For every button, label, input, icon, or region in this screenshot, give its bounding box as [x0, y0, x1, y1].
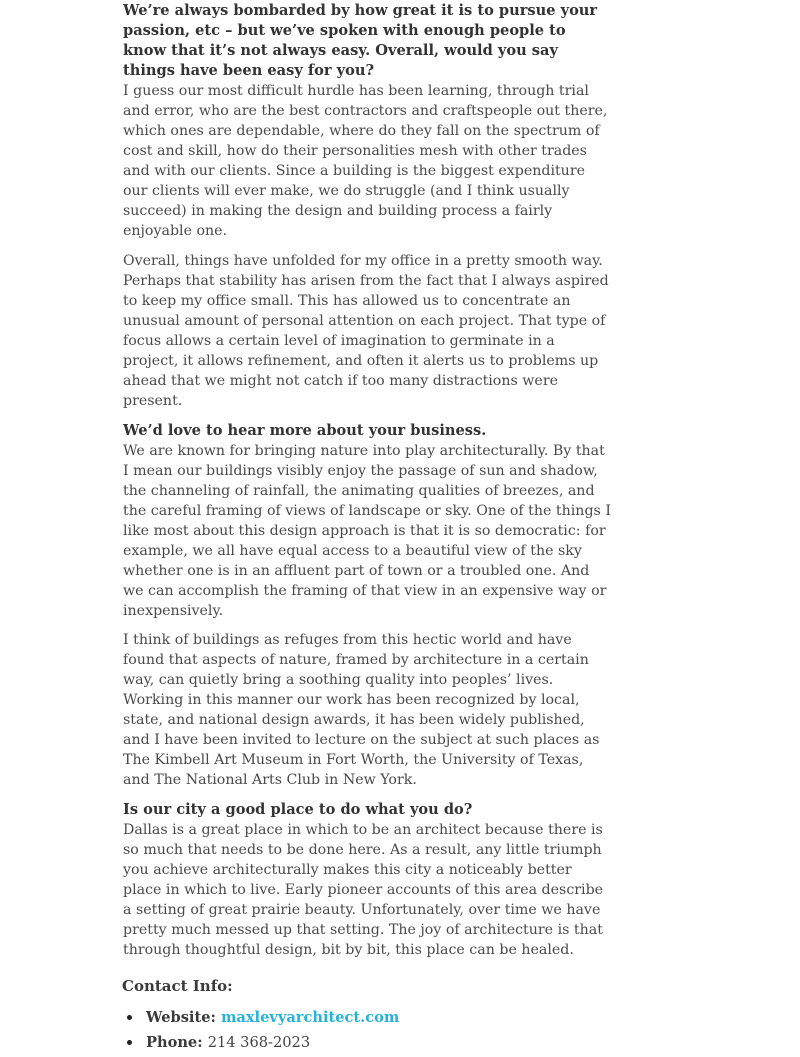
website-link[interactable]: maxlevyarchitect.com	[220, 1009, 400, 1026]
answer-paragraph: I think of buildings as refuges from this hectic world and have found that aspects of nature, framed by architecture in a certain way, can quietly bring a soothing quality into peoples’ lives. Working in this manner our work has been recognized by local, state, and national design awards, it has been widely published, and I have been invited to lecture on the subject at such places as The Kimbell Art Museum in Fort Worth, the University of Texas, and The National Arts Club in New York.	[123, 632, 600, 788]
question-heading: We’d love to hear more about your business.	[123, 422, 487, 439]
question-heading: We’re always bombarded by how great it is to pursue your passion, etc – but we’ve spoken with enough people to know that it’s not always easy. Overall, would you say things have been easy for you?	[123, 2, 598, 79]
answer-paragraph: Overall, things have unfolded for my office in a pretty smooth way. Perhaps that stability has arisen from the fact that I always aspired to keep my office small. This has allowed us to concentrate an unusual amount of personal attention on each project. That type of focus allows a certain level of imagination to germinate in a project, it allows refinement, and often it alerts us to problems up ahead that we might not catch if too many distractions were present.	[123, 253, 609, 409]
answer-paragraph: I guess our most difficult hurdle has been learning, through trial and error, who are the best contractors and craftspeople out there, which ones are dependable, where do they fall on the spectrum of cost and skill, how do their personalities mesh with other trades and with our clients. Since a building is the biggest expenditure our clients will ever make, we do struggle (and I think usually succeed) in making the design and building process a fairly enjoyable one.	[123, 83, 608, 239]
phone-label: Phone:	[146, 1033, 208, 1051]
answer-paragraph: Dallas is a great place in which to be an architect because there is so much that needs to be done here. As a result, any little triumph you achieve architecturally makes this city a noticeably better place in which to live. Early pioneer accounts of this area describe a setting of great prairie beauty. Unfortunately, over time we have pretty much messed up that setting. The joy of architecture is that through thoughtful design, bit by bit, this place can be healed.	[123, 822, 604, 958]
qa-block-3	[123, 800, 613, 960]
phone-value: 214 368-2023	[207, 1033, 311, 1051]
bullet-icon	[127, 1015, 132, 1020]
bullet-icon	[127, 1040, 132, 1045]
answer-paragraph: We are known for bringing nature into play architecturally. By that I mean our buildings visibly enjoy the passage of sun and shadow, the channeling of rainfall, the animating qualities of breezes, and the careful framing of views of landscape or sky. One of the things I like most about this design approach is that it is so democratic: for example, we all have equal access to a beautiful view of the sky whether one is in an affluent part of town or a troubled one. And we can accomplish the framing of that view in an expensive way or inexpensively.	[123, 443, 611, 619]
contact-phone-item	[123, 1033, 613, 1053]
qa-block-1	[123, 1, 613, 411]
website-label: Website:	[146, 1009, 221, 1026]
contact-heading: Contact Info:	[122, 977, 233, 995]
contact-website-item	[123, 1008, 613, 1028]
question-heading: Is our city a good place to do what you do?	[123, 801, 473, 818]
contact-list	[123, 1008, 613, 1053]
interview-article	[123, 1, 613, 1057]
qa-block-2	[123, 421, 613, 790]
